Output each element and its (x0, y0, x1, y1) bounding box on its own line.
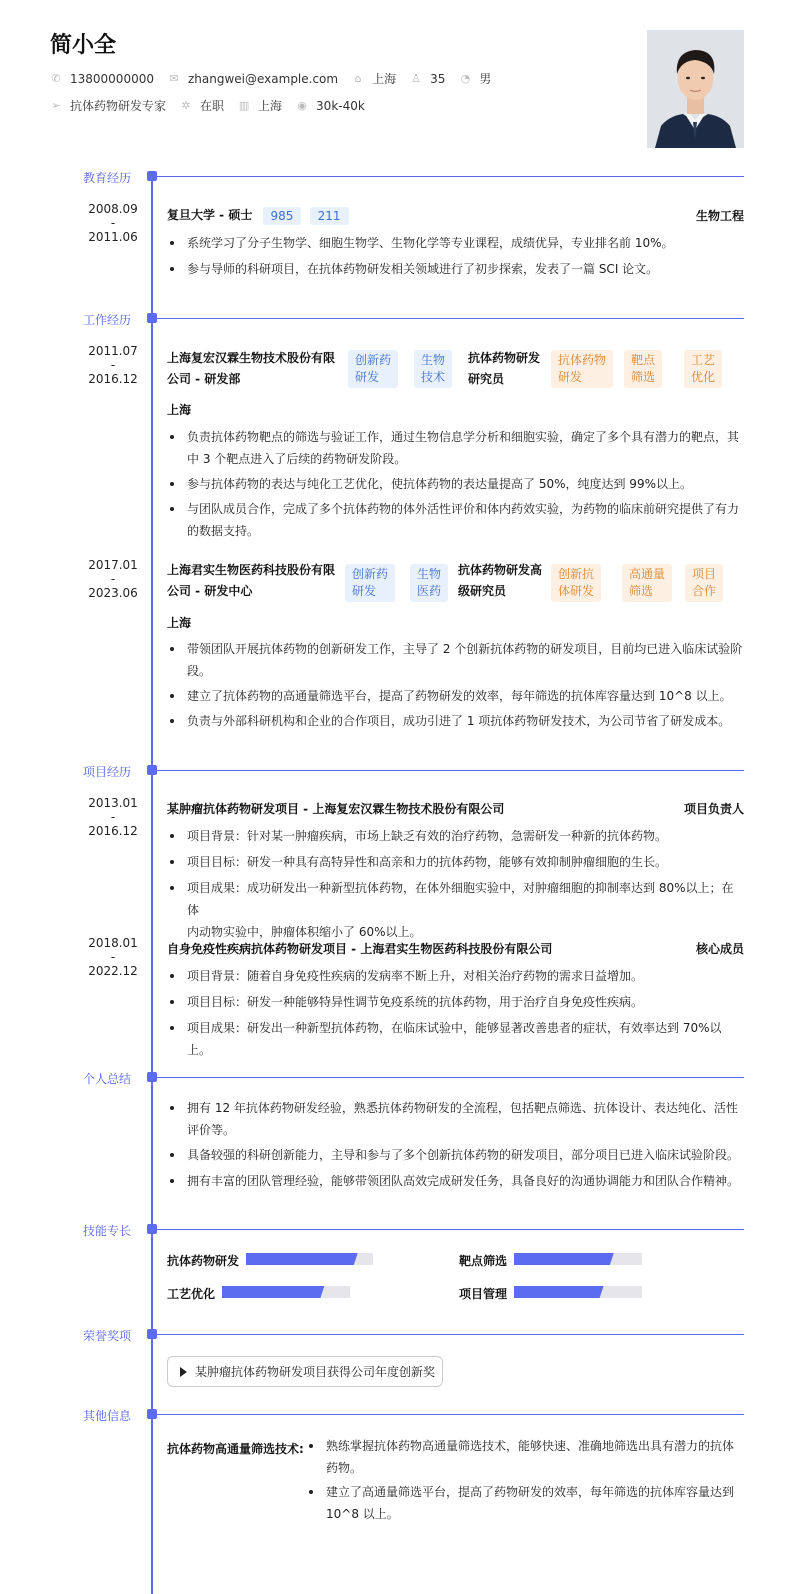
work-dates (80, 344, 146, 386)
tag-line: 创新药 (352, 567, 389, 581)
project-dates (80, 936, 146, 978)
tag-line: 研发 (355, 370, 380, 384)
bullet-line: 负责抗体药物靶点的筛选与验证工作，通过生物信息学分析和细胞实验，确定了多个具有潜力的靶点，其 (187, 430, 740, 444)
role-line: 级研究员 (458, 584, 507, 598)
age-item (410, 72, 445, 86)
bullet-line: 项目目标：研发一种具有高特异性和高亲和力的抗体药物，能够有效抑制肿瘤细胞的生长。 (187, 855, 668, 869)
award-item[interactable] (167, 1356, 443, 1387)
bullet-line: 拥有丰富的团队管理经验，能够带领团队高效完成研发任务，具备良好的沟通协调能力和团队合作精神。 (187, 1174, 740, 1188)
target-city: 上海 (258, 99, 283, 113)
skill-fill (514, 1253, 614, 1265)
company-name (167, 348, 335, 390)
tag-line: 优化 (691, 370, 716, 384)
skill-fill (222, 1286, 324, 1298)
major: 生物工程 (695, 209, 744, 223)
section-divider (153, 1414, 744, 1415)
play-icon (180, 1367, 187, 1377)
bullet-line: 负责与外部科研机构和企业的合作项目，成功引进了 1 项抗体药物研发技术，为公司节省了研发成本。 (187, 714, 731, 728)
list-item (167, 851, 744, 873)
target-city-item (238, 97, 282, 114)
school-degree: 复旦大学 - 硕士 (167, 208, 253, 222)
date-start: 2013.01 (88, 796, 138, 810)
project-title: 某肿瘤抗体药物研发项目 - 上海复宏汉霖生物技术股份有限公司 (167, 802, 505, 816)
tag-line: 体研发 (558, 584, 595, 598)
target-role-item (50, 97, 166, 114)
tag-line: 研发 (352, 584, 377, 598)
list-item (167, 426, 744, 470)
award-label: 某肿瘤抗体药物研发项目获得公司年度创新奖 (195, 1365, 436, 1379)
company-line: 公司 - 研发部 (167, 372, 241, 386)
skill-tag (685, 564, 723, 602)
timeline-rail (151, 178, 153, 1594)
project-role: 核心成员 (695, 942, 744, 956)
date-separator: - (110, 216, 116, 230)
bullet-line: 项目成果：研发出一种新型抗体药物，在临床试验中，能够显著改善患者的症状，有效率达到 70%以上。 (187, 1021, 722, 1057)
work-tag (414, 350, 452, 388)
age: 35 (430, 71, 446, 86)
gender-item (459, 70, 491, 87)
bullet-line: 项目背景：随着自身免疫性疾病的发病率不断上升，对相关治疗药物的需求日益增加。 (187, 969, 644, 983)
tag-line: 技术 (421, 370, 446, 384)
skill-bar (514, 1286, 642, 1298)
date-end: 2016.12 (88, 372, 138, 386)
tag-line: 筛选 (631, 370, 656, 384)
location: 上海 (372, 72, 397, 86)
skill-bar (222, 1286, 350, 1298)
education-dates (80, 202, 146, 244)
home-icon: ⌂ (354, 71, 362, 85)
skill-tag (622, 564, 672, 602)
section-title-other: 其他信息 (83, 1409, 132, 1423)
bullet-line: 段。 (187, 664, 212, 678)
work-tag (410, 564, 448, 602)
bullet-line: 的数据支持。 (187, 524, 260, 538)
role-line: 抗体药物研发 (468, 351, 541, 365)
salary-item (296, 99, 365, 113)
project-dates (80, 796, 146, 838)
tag-line: 筛选 (629, 584, 654, 598)
gear-icon: ✲ (181, 98, 191, 112)
company-line: 上海君实生物医药科技股份有限 (167, 563, 336, 577)
skill-name: 抗体药物研发 (167, 1254, 240, 1268)
section-divider (153, 1077, 744, 1078)
work-tag (345, 564, 395, 602)
section-title-skills: 技能专长 (83, 1224, 132, 1238)
tag-line: 项目 (692, 567, 717, 581)
work-tag (348, 350, 398, 388)
work-city: 上海 (167, 403, 192, 417)
date-end: 2023.06 (88, 586, 138, 600)
send-icon: ➢ (51, 98, 61, 112)
bullet-line: 10^8 以上。 (326, 1507, 399, 1521)
age-icon: ♙ (411, 71, 422, 85)
contact-row (50, 70, 505, 87)
bullet-line: 熟练掌握抗体药物高通量筛选技术，能够快速、准确地筛选出具有潜力的抗体 (326, 1439, 735, 1453)
bullet-line: 参与抗体药物的表达与纯化工艺优化，使抗体药物的表达量提高了 50%，纯度达到 99%以上。 (187, 477, 692, 491)
list-item (167, 473, 744, 495)
list-item (167, 1017, 744, 1061)
bullet-line: 拥有 12 年抗体药物研发经验，熟悉抗体药物研发的全流程，包括靶点筛选、抗体设计、表达纯化、活性 (187, 1101, 738, 1115)
bullet-line: 具备较强的科研创新能力，主导和参与了多个创新抗体药物的研发项目，部分项目已进入临床试验阶段。 (187, 1148, 740, 1162)
mail-icon: ✉ (169, 71, 179, 85)
tag-line: 研发 (558, 370, 583, 384)
section-title-work: 工作经历 (83, 313, 132, 327)
education-title (167, 206, 744, 225)
list-item (167, 1097, 744, 1141)
skill-tag (551, 564, 601, 602)
tag-line: 合作 (692, 584, 717, 598)
status-item (180, 97, 224, 114)
tag-line: 生物 (421, 353, 446, 367)
bullet-line: 药物。 (326, 1461, 363, 1475)
list-item: 参与导师的科研项目，在抗体药物研发相关领域进行了初步探索，发表了一篇 SCI 论文。 (167, 258, 744, 280)
date-start: 2018.01 (88, 936, 138, 950)
section-divider (153, 1229, 744, 1230)
section-divider (153, 318, 744, 319)
coin-icon: ◉ (297, 98, 307, 112)
work-dates (80, 558, 146, 600)
date-start: 2011.07 (88, 344, 138, 358)
building-icon: ▥ (238, 98, 250, 112)
bullet-line: 建立了高通量筛选平台，提高了药物研发的效率，每年筛选的抗体库容量达到 (326, 1485, 735, 1499)
tag-line: 医药 (417, 584, 442, 598)
location-item (352, 70, 396, 87)
section-divider (153, 1334, 744, 1335)
project-role: 项目负责人 (683, 802, 744, 816)
list-item (167, 498, 744, 542)
list-item (167, 1170, 744, 1192)
phone-item (50, 72, 154, 86)
list-item (306, 1481, 744, 1525)
school-tag: 985 (263, 207, 302, 225)
skill-tag (551, 350, 613, 388)
date-start: 2017.01 (88, 558, 138, 572)
skill-name: 项目管理 (459, 1287, 508, 1301)
bullet-line: 项目目标：研发一种能够特异性调节免疫系统的抗体药物，用于治疗自身免疫性疾病。 (187, 995, 644, 1009)
skill-name: 工艺优化 (167, 1287, 216, 1301)
list-item (167, 965, 744, 987)
intent-row (50, 97, 379, 114)
skill-tag (684, 350, 722, 388)
company-name (167, 560, 335, 602)
date-separator: - (110, 810, 116, 824)
job-title (468, 348, 540, 390)
bullet-line: 带领团队开展抗体药物的创新研发工作，主导了 2 个创新抗体药物的研发项目，目前均已进入临床试验阶 (187, 642, 743, 656)
bullet-line: 中 3 个靶点进入了后续的药物研发阶段。 (187, 452, 407, 466)
bullet-line: 内动物实验中，肿瘤体积缩小了 60%以上。 (187, 925, 422, 939)
tag-line: 靶点 (631, 353, 656, 367)
section-title-projects: 项目经历 (83, 765, 132, 779)
phone-icon: ✆ (51, 71, 61, 85)
bullet-line: 项目成果：成功研发出一种新型抗体药物，在体外细胞实验中，对肿瘤细胞的抑制率达到 80%以上；在体 (187, 881, 734, 917)
skill-tag (624, 350, 662, 388)
date-separator: - (110, 950, 116, 964)
list-item (306, 1435, 744, 1479)
tag-line: 创新药 (355, 353, 392, 367)
bullet-line: 与团队成员合作，完成了多个抗体药物的体外活性评价和体内药效实验，为药物的临床前研究提供了有力 (187, 502, 740, 516)
role-line: 抗体药物研发高 (458, 563, 543, 577)
section-title-honors: 荣誉奖项 (83, 1329, 132, 1343)
bullet-line: 建立了抗体药物的高通量筛选平台，提高了药物研发的效率，每年筛选的抗体库容量达到 10^8 以上。 (187, 689, 732, 703)
salary: 30k-40k (316, 98, 365, 113)
job-title (458, 560, 542, 602)
date-separator: - (110, 358, 116, 372)
gender-icon: ◔ (460, 71, 471, 85)
list-item (167, 877, 744, 943)
list-item (167, 1144, 744, 1166)
avatar (647, 30, 744, 148)
date-end: 2022.12 (88, 964, 138, 978)
list-item (167, 825, 744, 847)
skill-fill (514, 1286, 604, 1298)
list-item (167, 991, 744, 1013)
candidate-name: 简小全 (50, 33, 117, 58)
tag-line: 高通量 (629, 567, 666, 581)
company-line: 上海复宏汉霖生物技术股份有限 (167, 351, 336, 365)
company-line: 公司 - 研发中心 (167, 584, 253, 598)
target-role: 抗体药物研发专家 (70, 99, 167, 113)
gender: 男 (479, 72, 492, 86)
phone: 13800000000 (70, 71, 154, 86)
other-label: 抗体药物高通量筛选技术: (167, 1442, 304, 1456)
section-title-summary: 个人总结 (83, 1072, 132, 1086)
section-divider (153, 770, 744, 771)
email-item (168, 72, 338, 86)
tag-line: 创新抗 (558, 567, 595, 581)
skill-name: 靶点筛选 (459, 1254, 508, 1268)
date-start: 2008.09 (88, 202, 138, 216)
work-city: 上海 (167, 616, 192, 630)
list-item (167, 685, 744, 707)
date-end: 2016.12 (88, 824, 138, 838)
bullet-line: 项目背景：针对某一肿瘤疾病，市场上缺乏有效的治疗药物，急需研发一种新的抗体药物。 (187, 829, 668, 843)
skill-fill (246, 1253, 358, 1265)
email: zhangwei@example.com (187, 71, 339, 86)
date-separator: - (110, 572, 116, 586)
section-title-education: 教育经历 (83, 171, 132, 185)
role-line: 研究员 (468, 372, 505, 386)
status: 在职 (200, 99, 225, 113)
list-item (167, 638, 744, 682)
school-tag: 211 (310, 207, 349, 225)
section-divider (153, 176, 744, 177)
date-end: 2011.06 (88, 230, 138, 244)
skill-bar (246, 1253, 373, 1265)
list-item: 系统学习了分子生物学、细胞生物学、生物化学等专业课程，成绩优异，专业排名前 10%。 (167, 232, 744, 254)
skill-bar (514, 1253, 642, 1265)
bullet-line: 评价等。 (187, 1123, 236, 1137)
tag-line: 抗体药物 (558, 353, 607, 367)
project-title: 自身免疫性疾病抗体药物研发项目 - 上海君实生物医药科技股份有限公司 (167, 942, 553, 956)
tag-line: 工艺 (691, 353, 716, 367)
tag-line: 生物 (417, 567, 442, 581)
list-item (167, 710, 744, 732)
